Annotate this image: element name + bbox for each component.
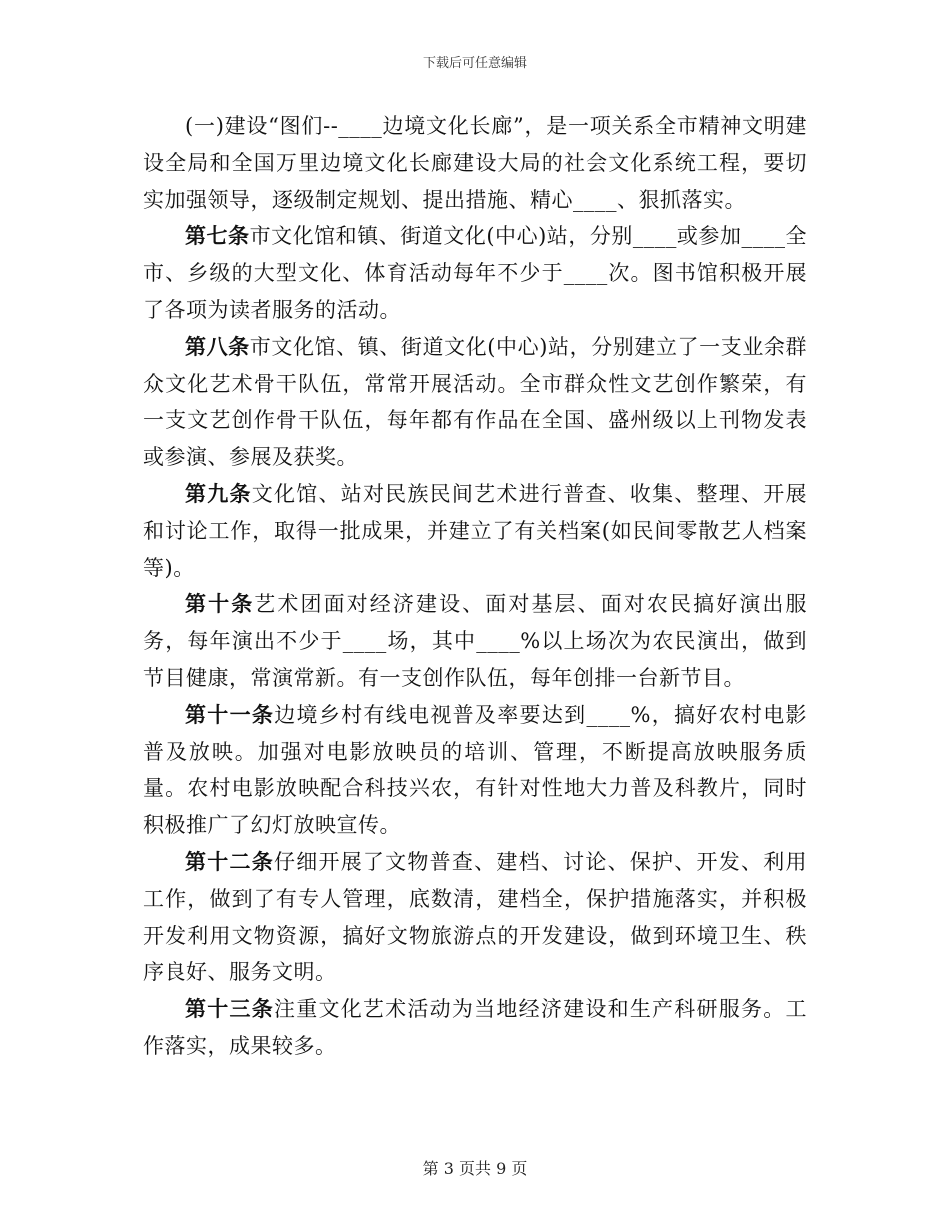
page-header: 下载后可任意编辑 xyxy=(422,56,527,71)
article-number: 第十条 xyxy=(185,592,255,617)
article-number: 第九条 xyxy=(185,481,252,506)
paragraph-article-11 xyxy=(143,697,807,844)
article-number: 第十一条 xyxy=(185,702,275,727)
article-number: 第十二条 xyxy=(185,849,274,874)
paragraph-article-12 xyxy=(143,844,807,991)
paragraph-text: 艺术团面对经济建设、面对基层、面对农民搞好演出服务，每年演出不少于____场，其中____%以上场次为农民演出，做到节目健康，常演常新。有一支创作队伍，每年创排一台新节目。 xyxy=(143,592,808,690)
document-body xyxy=(143,108,807,1065)
article-number: 第八条 xyxy=(185,334,250,359)
paragraph-article-9 xyxy=(143,476,807,586)
article-number: 第十三条 xyxy=(185,997,274,1022)
paragraph-article-7 xyxy=(143,218,807,328)
paragraph-text: 文化馆、站对民族民间艺术进行普查、收集、整理、开展和讨论工作，取得一批成果，并建立了有关档案(如民间零散艺人档案等)。 xyxy=(143,481,808,580)
paragraph-text: (一)建设“图们--____边境文化长廊”，是一项关系全市精神文明建设全局和全国万里边境文化长廊建设大局的社会文化系统工程，要切实加强领导，逐级制定规划、提出措施、精心____、狠抓落实。 xyxy=(143,114,807,212)
paragraph-text: 市文化馆和镇、街道文化(中心)站，分别____或参加____全市、乡级的大型文化、体育活动每年不少于____次。图书馆积极开展了各项为读者服务的活动。 xyxy=(143,224,808,322)
article-number: 第七条 xyxy=(185,224,250,249)
paragraph-article-8 xyxy=(143,329,807,476)
paragraph-text: 注重文化艺术活动为当地经济建设和生产科研服务。工作落实，成果较多。 xyxy=(143,997,808,1058)
paragraph-text: 市文化馆、镇、街道文化(中心)站，分别建立了一支业余群众文化艺术骨干队伍，常常开展活动。全市群众性文艺创作繁荣，有一支文艺创作骨干队伍，每年都有作品在全国、盛州级以上刊物发表或参演、参展及获奖。 xyxy=(143,334,808,470)
paragraph-text: 仔细开展了文物普查、建档、讨论、保护、开发、利用工作，做到了有专人管理，底数清，建档全，保护措施落实，并积极开发利用文物资源，搞好文物旅游点的开发建设，做到环境卫生、秩序良好、服务文明。 xyxy=(143,849,808,985)
paragraph-article-10 xyxy=(143,586,807,696)
paragraph-text: 边境乡村有线电视普及率要达到____%，搞好农村电影普及放映。加强对电影放映员的培训、管理，不断提高放映服务质量。农村电影放映配合科技兴农，有针对性地大力普及科教片，同时积极推广了幻灯放映宣传。 xyxy=(143,702,808,838)
paragraph-article-13 xyxy=(143,991,807,1065)
paragraph-intro xyxy=(143,108,807,218)
page-number: 第 3 页共 9 页 xyxy=(422,1159,528,1178)
